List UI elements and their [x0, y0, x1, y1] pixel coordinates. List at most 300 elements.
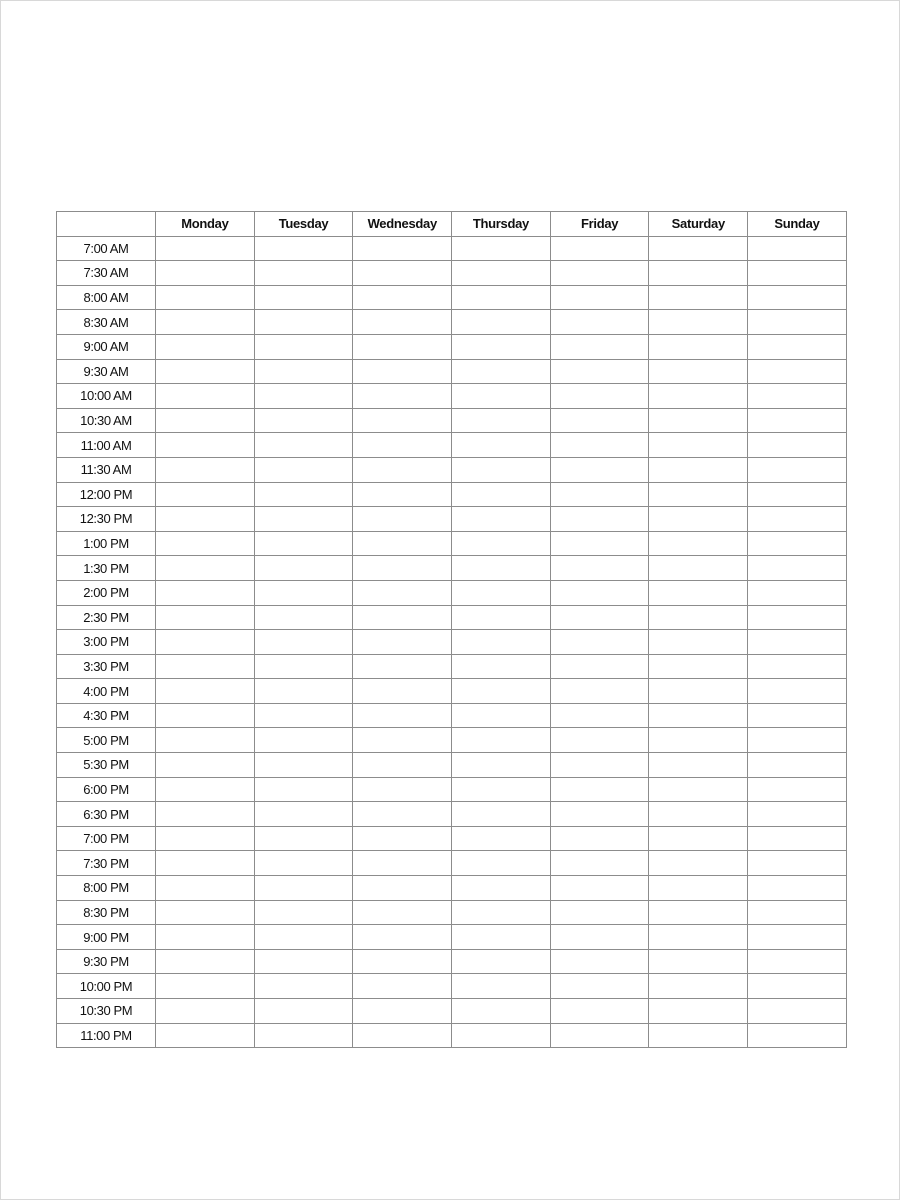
- table-row: [57, 531, 847, 556]
- schedule-cell-friday[interactable]: [550, 802, 649, 827]
- time-slot-label: 4:00 PM: [57, 679, 156, 704]
- schedule-cell-thursday[interactable]: [452, 384, 551, 409]
- day-header-tuesday: Tuesday: [254, 212, 353, 237]
- time-slot-label: 7:00 PM: [57, 826, 156, 851]
- schedule-cell-sunday[interactable]: [748, 753, 847, 778]
- schedule-cell-thursday[interactable]: [452, 334, 551, 359]
- schedule-cell-wednesday[interactable]: [353, 728, 452, 753]
- schedule-cell-friday[interactable]: [550, 531, 649, 556]
- table-row: [57, 334, 847, 359]
- schedule-cell-tuesday[interactable]: [254, 974, 353, 999]
- table-row: [57, 482, 847, 507]
- schedule-cell-wednesday[interactable]: [353, 974, 452, 999]
- schedule-cell-monday[interactable]: [156, 654, 255, 679]
- table-row: [57, 728, 847, 753]
- schedule-cell-saturday[interactable]: [649, 433, 748, 458]
- schedule-cell-wednesday[interactable]: [353, 630, 452, 655]
- schedule-cell-monday[interactable]: [156, 728, 255, 753]
- schedule-cell-tuesday[interactable]: [254, 802, 353, 827]
- time-slot-label: 8:00 PM: [57, 876, 156, 901]
- schedule-cell-friday[interactable]: [550, 974, 649, 999]
- schedule-cell-saturday[interactable]: [649, 876, 748, 901]
- schedule-cell-wednesday[interactable]: [353, 925, 452, 950]
- schedule-cell-thursday[interactable]: [452, 1023, 551, 1048]
- schedule-cell-thursday[interactable]: [452, 236, 551, 261]
- schedule-cell-saturday[interactable]: [649, 285, 748, 310]
- schedule-cell-saturday[interactable]: [649, 1023, 748, 1048]
- schedule-cell-thursday[interactable]: [452, 433, 551, 458]
- schedule-cell-tuesday[interactable]: [254, 1023, 353, 1048]
- schedule-cell-monday[interactable]: [156, 310, 255, 335]
- schedule-cell-saturday[interactable]: [649, 359, 748, 384]
- schedule-cell-saturday[interactable]: [649, 703, 748, 728]
- schedule-cell-thursday[interactable]: [452, 605, 551, 630]
- time-slot-label: 12:30 PM: [57, 507, 156, 532]
- schedule-cell-sunday[interactable]: [748, 334, 847, 359]
- time-slot-label: 2:30 PM: [57, 605, 156, 630]
- table-row: [57, 285, 847, 310]
- table-row: [57, 556, 847, 581]
- schedule-cell-friday[interactable]: [550, 949, 649, 974]
- schedule-cell-tuesday[interactable]: [254, 654, 353, 679]
- schedule-cell-sunday[interactable]: [748, 236, 847, 261]
- schedule-cell-thursday[interactable]: [452, 630, 551, 655]
- schedule-cell-wednesday[interactable]: [353, 851, 452, 876]
- schedule-cell-wednesday[interactable]: [353, 777, 452, 802]
- day-header-monday: Monday: [156, 212, 255, 237]
- schedule-cell-friday[interactable]: [550, 654, 649, 679]
- schedule-cell-thursday[interactable]: [452, 925, 551, 950]
- schedule-cell-monday[interactable]: [156, 949, 255, 974]
- schedule-cell-thursday[interactable]: [452, 531, 551, 556]
- schedule-cell-monday[interactable]: [156, 900, 255, 925]
- schedule-cell-thursday[interactable]: [452, 802, 551, 827]
- schedule-cell-friday[interactable]: [550, 777, 649, 802]
- table-row: [57, 703, 847, 728]
- schedule-cell-tuesday[interactable]: [254, 630, 353, 655]
- table-row: [57, 851, 847, 876]
- time-slot-label: 5:00 PM: [57, 728, 156, 753]
- schedule-cell-monday[interactable]: [156, 384, 255, 409]
- schedule-cell-thursday[interactable]: [452, 285, 551, 310]
- table-row: [57, 679, 847, 704]
- corner-header-cell: [57, 212, 156, 237]
- schedule-cell-monday[interactable]: [156, 580, 255, 605]
- time-slot-label: 1:00 PM: [57, 531, 156, 556]
- schedule-cell-monday[interactable]: [156, 703, 255, 728]
- schedule-cell-wednesday[interactable]: [353, 949, 452, 974]
- schedule-cell-sunday[interactable]: [748, 1023, 847, 1048]
- schedule-cell-wednesday[interactable]: [353, 261, 452, 286]
- schedule-cell-thursday[interactable]: [452, 556, 551, 581]
- schedule-cell-tuesday[interactable]: [254, 999, 353, 1024]
- schedule-cell-sunday[interactable]: [748, 654, 847, 679]
- schedule-cell-tuesday[interactable]: [254, 753, 353, 778]
- schedule-cell-saturday[interactable]: [649, 261, 748, 286]
- table-row: [57, 802, 847, 827]
- table-row: [57, 999, 847, 1024]
- schedule-cell-saturday[interactable]: [649, 654, 748, 679]
- schedule-cell-monday[interactable]: [156, 531, 255, 556]
- time-slot-label: 8:00 AM: [57, 285, 156, 310]
- schedule-cell-sunday[interactable]: [748, 679, 847, 704]
- schedule-cell-friday[interactable]: [550, 310, 649, 335]
- schedule-cell-wednesday[interactable]: [353, 556, 452, 581]
- schedule-cell-tuesday[interactable]: [254, 605, 353, 630]
- schedule-cell-thursday[interactable]: [452, 974, 551, 999]
- schedule-cell-monday[interactable]: [156, 630, 255, 655]
- schedule-cell-monday[interactable]: [156, 999, 255, 1024]
- schedule-cell-monday[interactable]: [156, 753, 255, 778]
- schedule-cell-sunday[interactable]: [748, 285, 847, 310]
- time-slot-label: 4:30 PM: [57, 703, 156, 728]
- schedule-cell-thursday[interactable]: [452, 876, 551, 901]
- schedule-cell-saturday[interactable]: [649, 802, 748, 827]
- schedule-cell-friday[interactable]: [550, 826, 649, 851]
- schedule-cell-friday[interactable]: [550, 679, 649, 704]
- schedule-cell-monday[interactable]: [156, 605, 255, 630]
- schedule-cell-monday[interactable]: [156, 777, 255, 802]
- schedule-cell-friday[interactable]: [550, 359, 649, 384]
- schedule-cell-saturday[interactable]: [649, 605, 748, 630]
- schedule-cell-wednesday[interactable]: [353, 605, 452, 630]
- schedule-cell-thursday[interactable]: [452, 826, 551, 851]
- schedule-cell-tuesday[interactable]: [254, 334, 353, 359]
- schedule-cell-saturday[interactable]: [649, 851, 748, 876]
- time-slot-label: 9:00 PM: [57, 925, 156, 950]
- schedule-cell-sunday[interactable]: [748, 384, 847, 409]
- schedule-cell-wednesday[interactable]: [353, 482, 452, 507]
- schedule-cell-sunday[interactable]: [748, 457, 847, 482]
- schedule-cell-monday[interactable]: [156, 408, 255, 433]
- schedule-cell-sunday[interactable]: [748, 261, 847, 286]
- table-row: [57, 408, 847, 433]
- schedule-cell-friday[interactable]: [550, 999, 649, 1024]
- schedule-cell-monday[interactable]: [156, 826, 255, 851]
- schedule-cell-wednesday[interactable]: [353, 408, 452, 433]
- schedule-cell-wednesday[interactable]: [353, 654, 452, 679]
- schedule-cell-tuesday[interactable]: [254, 408, 353, 433]
- schedule-cell-tuesday[interactable]: [254, 949, 353, 974]
- schedule-cell-saturday[interactable]: [649, 236, 748, 261]
- table-row: [57, 777, 847, 802]
- schedule-cell-monday[interactable]: [156, 334, 255, 359]
- table-row: [57, 310, 847, 335]
- schedule-cell-tuesday[interactable]: [254, 482, 353, 507]
- schedule-cell-saturday[interactable]: [649, 999, 748, 1024]
- time-slot-label: 7:30 AM: [57, 261, 156, 286]
- schedule-cell-sunday[interactable]: [748, 630, 847, 655]
- table-row: [57, 359, 847, 384]
- schedule-cell-wednesday[interactable]: [353, 531, 452, 556]
- schedule-cell-sunday[interactable]: [748, 507, 847, 532]
- schedule-cell-saturday[interactable]: [649, 630, 748, 655]
- table-row: [57, 261, 847, 286]
- schedule-cell-saturday[interactable]: [649, 580, 748, 605]
- schedule-cell-wednesday[interactable]: [353, 802, 452, 827]
- schedule-cell-friday[interactable]: [550, 605, 649, 630]
- schedule-cell-monday[interactable]: [156, 679, 255, 704]
- time-slot-label: 8:30 AM: [57, 310, 156, 335]
- schedule-cell-wednesday[interactable]: [353, 310, 452, 335]
- schedule-cell-sunday[interactable]: [748, 974, 847, 999]
- schedule-cell-thursday[interactable]: [452, 777, 551, 802]
- schedule-cell-sunday[interactable]: [748, 703, 847, 728]
- header-row: [57, 212, 847, 237]
- schedule-cell-friday[interactable]: [550, 285, 649, 310]
- time-slot-label: 5:30 PM: [57, 753, 156, 778]
- schedule-cell-thursday[interactable]: [452, 999, 551, 1024]
- schedule-cell-saturday[interactable]: [649, 900, 748, 925]
- schedule-cell-thursday[interactable]: [452, 679, 551, 704]
- schedule-cell-thursday[interactable]: [452, 580, 551, 605]
- time-slot-label: 11:00 PM: [57, 1023, 156, 1048]
- schedule-cell-thursday[interactable]: [452, 310, 551, 335]
- schedule-cell-saturday[interactable]: [649, 753, 748, 778]
- schedule-cell-sunday[interactable]: [748, 408, 847, 433]
- schedule-cell-saturday[interactable]: [649, 925, 748, 950]
- schedule-cell-tuesday[interactable]: [254, 285, 353, 310]
- schedule-cell-wednesday[interactable]: [353, 384, 452, 409]
- schedule-cell-wednesday[interactable]: [353, 580, 452, 605]
- schedule-cell-wednesday[interactable]: [353, 999, 452, 1024]
- time-slot-label: 10:30 AM: [57, 408, 156, 433]
- schedule-cell-sunday[interactable]: [748, 826, 847, 851]
- time-slot-label: 1:30 PM: [57, 556, 156, 581]
- schedule-cell-tuesday[interactable]: [254, 728, 353, 753]
- table-row: [57, 384, 847, 409]
- schedule-cell-sunday[interactable]: [748, 531, 847, 556]
- schedule-cell-sunday[interactable]: [748, 900, 847, 925]
- schedule-cell-wednesday[interactable]: [353, 457, 452, 482]
- time-slot-label: 3:30 PM: [57, 654, 156, 679]
- schedule-cell-friday[interactable]: [550, 580, 649, 605]
- schedule-cell-monday[interactable]: [156, 457, 255, 482]
- schedule-cell-sunday[interactable]: [748, 728, 847, 753]
- schedule-cell-wednesday[interactable]: [353, 334, 452, 359]
- schedule-cell-wednesday[interactable]: [353, 1023, 452, 1048]
- schedule-cell-friday[interactable]: [550, 457, 649, 482]
- table-row: [57, 900, 847, 925]
- schedule-cell-thursday[interactable]: [452, 753, 551, 778]
- schedule-cell-sunday[interactable]: [748, 777, 847, 802]
- schedule-cell-wednesday[interactable]: [353, 876, 452, 901]
- schedule-cell-friday[interactable]: [550, 556, 649, 581]
- schedule-cell-tuesday[interactable]: [254, 457, 353, 482]
- schedule-cell-saturday[interactable]: [649, 556, 748, 581]
- schedule-cell-thursday[interactable]: [452, 900, 551, 925]
- schedule-cell-tuesday[interactable]: [254, 703, 353, 728]
- schedule-cell-monday[interactable]: [156, 261, 255, 286]
- table-row: [57, 876, 847, 901]
- schedule-cell-friday[interactable]: [550, 753, 649, 778]
- schedule-cell-tuesday[interactable]: [254, 556, 353, 581]
- schedule-cell-tuesday[interactable]: [254, 384, 353, 409]
- schedule-cell-sunday[interactable]: [748, 482, 847, 507]
- schedule-cell-sunday[interactable]: [748, 605, 847, 630]
- schedule-cell-monday[interactable]: [156, 507, 255, 532]
- schedule-cell-friday[interactable]: [550, 630, 649, 655]
- schedule-cell-friday[interactable]: [550, 408, 649, 433]
- schedule-cell-thursday[interactable]: [452, 949, 551, 974]
- schedule-cell-sunday[interactable]: [748, 876, 847, 901]
- schedule-cell-friday[interactable]: [550, 703, 649, 728]
- time-slot-label: 9:00 AM: [57, 334, 156, 359]
- schedule-cell-thursday[interactable]: [452, 359, 551, 384]
- schedule-cell-monday[interactable]: [156, 285, 255, 310]
- time-slot-label: 11:00 AM: [57, 433, 156, 458]
- schedule-cell-saturday[interactable]: [649, 679, 748, 704]
- schedule-cell-tuesday[interactable]: [254, 310, 353, 335]
- table-row: [57, 236, 847, 261]
- schedule-cell-sunday[interactable]: [748, 925, 847, 950]
- schedule-cell-saturday[interactable]: [649, 334, 748, 359]
- table-row: [57, 507, 847, 532]
- time-slot-label: 9:30 AM: [57, 359, 156, 384]
- schedule-cell-sunday[interactable]: [748, 802, 847, 827]
- table-row: [57, 654, 847, 679]
- schedule-cell-wednesday[interactable]: [353, 433, 452, 458]
- schedule-cell-monday[interactable]: [156, 925, 255, 950]
- schedule-cell-saturday[interactable]: [649, 974, 748, 999]
- schedule-cell-tuesday[interactable]: [254, 507, 353, 532]
- schedule-cell-wednesday[interactable]: [353, 679, 452, 704]
- schedule-cell-friday[interactable]: [550, 925, 649, 950]
- schedule-cell-sunday[interactable]: [748, 999, 847, 1024]
- time-slot-label: 7:30 PM: [57, 851, 156, 876]
- day-header-friday: Friday: [550, 212, 649, 237]
- table-row: [57, 925, 847, 950]
- schedule-cell-tuesday[interactable]: [254, 359, 353, 384]
- schedule-cell-tuesday[interactable]: [254, 826, 353, 851]
- schedule-cell-saturday[interactable]: [649, 826, 748, 851]
- schedule-cell-friday[interactable]: [550, 876, 649, 901]
- schedule-cell-friday[interactable]: [550, 482, 649, 507]
- schedule-cell-saturday[interactable]: [649, 507, 748, 532]
- time-slot-label: 2:00 PM: [57, 580, 156, 605]
- schedule-cell-saturday[interactable]: [649, 457, 748, 482]
- schedule-cell-wednesday[interactable]: [353, 703, 452, 728]
- table-row: [57, 1023, 847, 1048]
- schedule-cell-tuesday[interactable]: [254, 777, 353, 802]
- schedule-cell-tuesday[interactable]: [254, 236, 353, 261]
- schedule-cell-thursday[interactable]: [452, 703, 551, 728]
- schedule-cell-wednesday[interactable]: [353, 826, 452, 851]
- schedule-cell-tuesday[interactable]: [254, 261, 353, 286]
- time-slot-label: 10:00 PM: [57, 974, 156, 999]
- time-slot-label: 6:30 PM: [57, 802, 156, 827]
- schedule-cell-monday[interactable]: [156, 851, 255, 876]
- schedule-cell-sunday[interactable]: [748, 359, 847, 384]
- schedule-cell-monday[interactable]: [156, 433, 255, 458]
- schedule-cell-thursday[interactable]: [452, 261, 551, 286]
- schedule-cell-saturday[interactable]: [649, 482, 748, 507]
- schedule-cell-tuesday[interactable]: [254, 900, 353, 925]
- schedule-cell-wednesday[interactable]: [353, 285, 452, 310]
- schedule-cell-wednesday[interactable]: [353, 359, 452, 384]
- schedule-cell-monday[interactable]: [156, 876, 255, 901]
- schedule-body: [57, 236, 847, 1048]
- schedule-cell-friday[interactable]: [550, 728, 649, 753]
- schedule-cell-thursday[interactable]: [452, 654, 551, 679]
- schedule-cell-thursday[interactable]: [452, 457, 551, 482]
- schedule-cell-wednesday[interactable]: [353, 753, 452, 778]
- day-header-sunday: Sunday: [748, 212, 847, 237]
- schedule-cell-saturday[interactable]: [649, 728, 748, 753]
- schedule-cell-friday[interactable]: [550, 507, 649, 532]
- schedule-cell-sunday[interactable]: [748, 851, 847, 876]
- schedule-cell-monday[interactable]: [156, 974, 255, 999]
- schedule-cell-saturday[interactable]: [649, 408, 748, 433]
- schedule-cell-tuesday[interactable]: [254, 851, 353, 876]
- schedule-cell-friday[interactable]: [550, 236, 649, 261]
- schedule-cell-sunday[interactable]: [748, 949, 847, 974]
- schedule-cell-friday[interactable]: [550, 900, 649, 925]
- schedule-cell-sunday[interactable]: [748, 310, 847, 335]
- day-header-wednesday: Wednesday: [353, 212, 452, 237]
- time-slot-label: 8:30 PM: [57, 900, 156, 925]
- schedule-cell-friday[interactable]: [550, 1023, 649, 1048]
- schedule-cell-tuesday[interactable]: [254, 679, 353, 704]
- schedule-cell-tuesday[interactable]: [254, 531, 353, 556]
- day-header-saturday: Saturday: [649, 212, 748, 237]
- schedule-cell-thursday[interactable]: [452, 851, 551, 876]
- schedule-cell-friday[interactable]: [550, 433, 649, 458]
- schedule-cell-tuesday[interactable]: [254, 580, 353, 605]
- table-row: [57, 949, 847, 974]
- schedule-cell-thursday[interactable]: [452, 408, 551, 433]
- schedule-cell-friday[interactable]: [550, 851, 649, 876]
- table-row: [57, 457, 847, 482]
- schedule-cell-friday[interactable]: [550, 261, 649, 286]
- time-slot-label: 9:30 PM: [57, 949, 156, 974]
- time-slot-label: 11:30 AM: [57, 457, 156, 482]
- schedule-cell-monday[interactable]: [156, 359, 255, 384]
- schedule-cell-sunday[interactable]: [748, 433, 847, 458]
- schedule-cell-monday[interactable]: [156, 236, 255, 261]
- schedule-cell-tuesday[interactable]: [254, 876, 353, 901]
- schedule-cell-saturday[interactable]: [649, 949, 748, 974]
- schedule-cell-wednesday[interactable]: [353, 236, 452, 261]
- time-slot-label: 10:30 PM: [57, 999, 156, 1024]
- schedule-cell-wednesday[interactable]: [353, 900, 452, 925]
- schedule-cell-tuesday[interactable]: [254, 433, 353, 458]
- schedule-cell-monday[interactable]: [156, 482, 255, 507]
- time-slot-label: 6:00 PM: [57, 777, 156, 802]
- schedule-cell-monday[interactable]: [156, 1023, 255, 1048]
- schedule-cell-friday[interactable]: [550, 384, 649, 409]
- table-row: [57, 580, 847, 605]
- table-row: [57, 974, 847, 999]
- schedule-cell-saturday[interactable]: [649, 310, 748, 335]
- table-row: [57, 630, 847, 655]
- schedule-cell-sunday[interactable]: [748, 580, 847, 605]
- schedule-cell-thursday[interactable]: [452, 507, 551, 532]
- schedule-cell-monday[interactable]: [156, 802, 255, 827]
- schedule-cell-friday[interactable]: [550, 334, 649, 359]
- schedule-cell-sunday[interactable]: [748, 556, 847, 581]
- schedule-cell-saturday[interactable]: [649, 777, 748, 802]
- schedule-cell-tuesday[interactable]: [254, 925, 353, 950]
- table-row: [57, 605, 847, 630]
- schedule-cell-thursday[interactable]: [452, 482, 551, 507]
- time-slot-label: 7:00 AM: [57, 236, 156, 261]
- schedule-cell-wednesday[interactable]: [353, 507, 452, 532]
- schedule-cell-saturday[interactable]: [649, 384, 748, 409]
- schedule-cell-saturday[interactable]: [649, 531, 748, 556]
- schedule-cell-monday[interactable]: [156, 556, 255, 581]
- schedule-cell-thursday[interactable]: [452, 728, 551, 753]
